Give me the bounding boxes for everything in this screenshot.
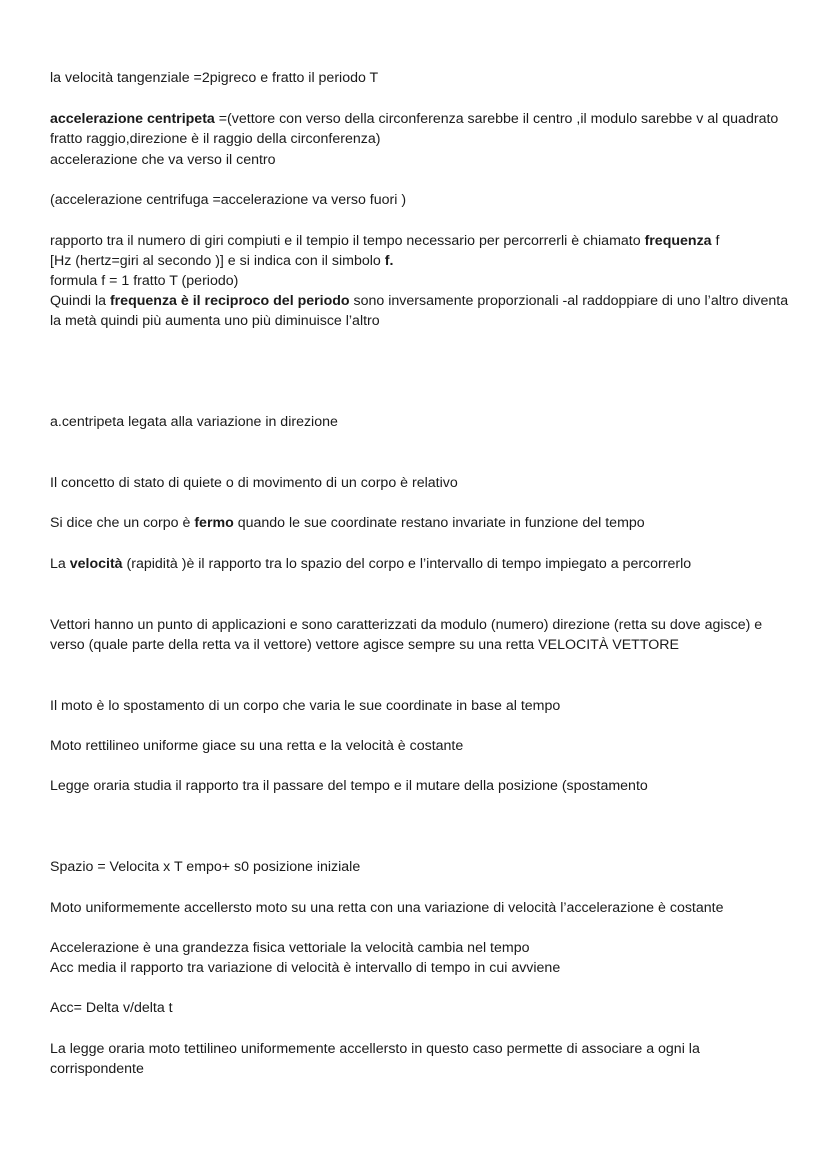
frequenza-symbol: f [711, 233, 720, 249]
paragraph-hz [50, 251, 790, 271]
velocita-post: (rapidità )è il rapporto tra lo spazio del corpo e l’intervallo di tempo impiegato a percorrerlo [122, 556, 692, 572]
paragraph-accelerazione: Accelerazione è una grandezza fisica vettoriale la velocità cambia nel tempo [50, 940, 530, 956]
paragraph-a-centripeta: a.centripeta legata alla variazione in direzione [50, 414, 338, 430]
fermo-post: quando le sue coordinate restano invariate in funzione del tempo [233, 515, 645, 531]
paragraph-moto-rettilineo: Moto rettilineo uniforme giace su una retta e la velocità è costante [50, 738, 464, 754]
velocita-pre: La [50, 556, 70, 572]
hz-text: [Hz (hertz=giri al secondo )] e si indica con il simbolo [50, 253, 385, 269]
fermo-pre: Si dice che un corpo è [50, 515, 195, 531]
paragraph-stato-quiete: Il concetto di stato di quiete o di movimento di un corpo è relativo [50, 475, 458, 491]
paragraph-formula-f: formula f = 1 fratto T (periodo) [50, 273, 239, 289]
term-velocita: velocità [69, 556, 123, 572]
paragraph-frequenza [50, 231, 790, 251]
quindi-pre: Quindi la [50, 293, 110, 309]
term-f-symbol: f. [384, 253, 394, 269]
term-reciproco-periodo: frequenza è il reciproco del periodo [109, 293, 350, 309]
paragraph-acc-formula: Acc= Delta v/delta t [50, 1000, 173, 1016]
paragraph-vettori: Vettori hanno un punto di applicazioni e sono caratterizzati da modulo (numero) direzione (retta su dove agisce) e verso (quale parte della retta va il vettore) vettore agisce sempre su una retta VELOCITÀ VETTORE [50, 617, 763, 654]
paragraph-legge-oraria: Legge oraria studia il rapporto tra il passare del tempo e il mutare della posizione (spostamento [50, 778, 648, 794]
paragraph-quindi [50, 291, 790, 332]
paragraph-moto: Il moto è lo spostamento di un corpo che varia le sue coordinate in base al tempo [50, 698, 561, 714]
paragraph-moto-uniformemente-accelerato: Moto uniformemente accellersto moto su una retta con una variazione di velocità l’accelerazione è costante [50, 900, 724, 916]
quindi-post: sono inversamente proporzionali -al raddoppiare di uno l’altro diventa la metà quindi più aumenta uno più diminuisce l’altro [50, 293, 789, 330]
paragraph-fermo [50, 513, 790, 533]
frequenza-intro: rapporto tra il numero di giri compiuti e il tempio il tempo necessario per percorrerli è chiamato [50, 233, 645, 249]
accelerazione-centripeta-definition: =(vettore con verso della circonferenza sarebbe il centro ,il modulo sarebbe v al quadrato fratto raggio,direzione è il raggio della circonferenza) [50, 111, 779, 148]
paragraph-acc-centrifuga: (accelerazione centrifuga =accelerazione va verso fuori ) [50, 192, 407, 208]
paragraph-spazio: Spazio = Velocita x T empo+ s0 posizione iniziale [50, 859, 361, 875]
paragraph-acc-media: Acc media il rapporto tra variazione di velocità è intervallo di tempo in cui avviene [50, 960, 561, 976]
paragraph-acc-centro: accelerazione che va verso il centro [50, 152, 276, 168]
paragraph-velocita [50, 554, 790, 574]
term-fermo: fermo [194, 515, 234, 531]
paragraph-legge-oraria-2: La legge oraria moto tettilineo uniformemente accellersto in questo caso permette di associare a ogni la corrispondente [50, 1041, 700, 1078]
term-accelerazione-centripeta: accelerazione centripeta [50, 111, 215, 127]
term-frequenza: frequenza [644, 233, 712, 249]
paragraph-accelerazione-centripeta [50, 109, 790, 150]
paragraph-velocita-tangenziale: la velocità tangenziale =2pigreco e fratto il periodo T [50, 70, 379, 86]
